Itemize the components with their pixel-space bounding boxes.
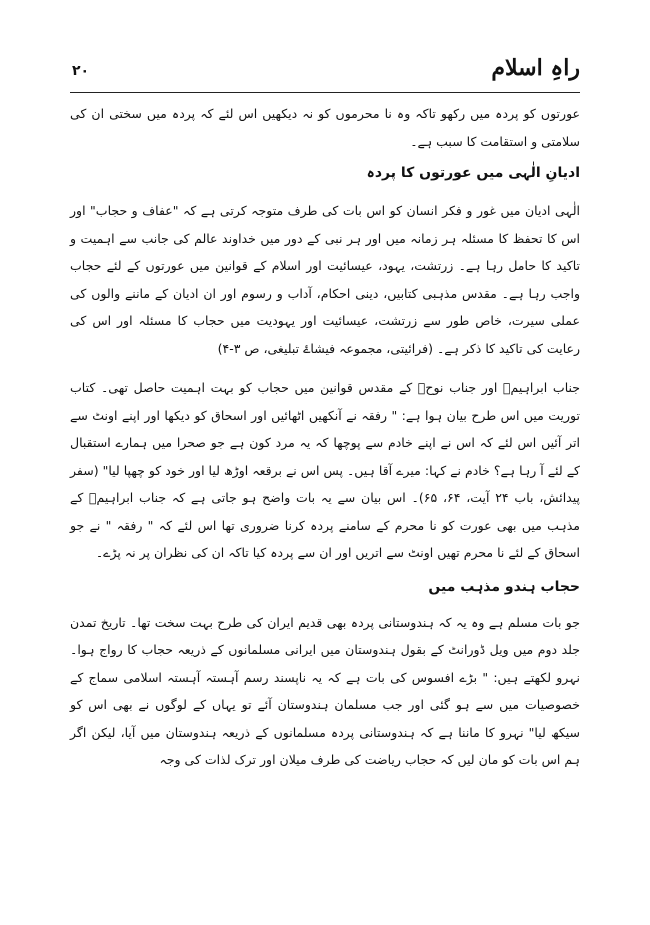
paragraph-divine-religions: الٰہی ادیان میں غور و فکر انسان کو اس بات کی طرف متوجہ کرتی ہے کہ "عفاف و حجاب" اور اس کا تحفظ کا مسئلہ ہر زمانہ میں اور ہر نبی کے دور میں خداوند عالم کی جانب سے اہمیت و تاکید کا حامل رہا ہے۔ زرتشت، یہود، عیسائیت اور اسلام کے قوانین میں عورتوں کے لئے حجاب واجب رہا ہے۔ مقدس مذہبی کتابیں، دینی احکام، آداب و رسوم اور ان ادیان کے ماننے والوں کی عملی سیرت، خاص طور سے زرتشت، عیسائیت اور یہودیت میں حجاب کا مسئلہ اور اس کی رعایت کی تاکید کا ذکر ہے۔ (فرائیتی، مجموعہ فیشاۓ تبلیغی، ص ۳-۴)	[70, 203, 580, 356]
book-title: راہِ اسلام	[491, 55, 580, 81]
page-header	[70, 55, 580, 91]
section-heading-hinduism: حجاب ہندو مذہب میں	[428, 578, 580, 595]
page-number: ۲۰	[72, 63, 90, 79]
page-body	[70, 100, 580, 774]
header-rule	[70, 92, 580, 93]
paragraph-abraham-noah: جناب ابراہیمؑ اور جناب نوحؑ کے مقدس قوانین میں حجاب کو بہت اہمیت حاصل تھی۔ کتاب توریت میں اس طرح بیان ہوا ہے: " رفقہ نے آنکھیں اٹھائیں اور اسحاق کو دیکھا اور اپنے اونٹ سے اتر آئیں اس لئے کہ اس نے اپنے خادم سے پوچھا کہ یہ مرد کون ہے جو صحرا میں ہمارے استقبال کے لئے آ رہا ہے؟ خادم نے کہا: میرے آقا ہیں۔ پس اس نے برقعہ اوڑھ لیا اور خود کو چھپا لیا" (سفر پیدائش، باب ۲۴ آیت، ۶۴، ۶۵)۔ اس بیان سے یہ بات واضح ہو جاتی ہے کہ جناب ابراہیمؑ کے مذہب میں بھی عورت کو نا محرم کے سامنے پردہ کرنا ضروری تھا اس لئے کہ " رفقہ " نے جو اسحاق کے لئے نا محرم تھیں اونٹ سے اتریں اور ان سے پردہ کیا تاکہ ان کی نظران پر نہ پڑے۔	[70, 380, 580, 560]
paragraph-hinduism: جو بات مسلم ہے وہ یہ کہ ہندوستانی پردہ بھی قدیم ایران کی طرح بہت سخت تھا۔ تاریخ تمدن جلد دوم میں ویل ڈورانٹ کے بقول ہندوستان میں ایرانی مسلمانوں کے ذریعہ حجاب کا رواج ہوا۔ نہرو لکھتے ہیں: " بڑے افسوس کی بات ہے کہ یہ ناپسند رسم آہستہ آہستہ اسلامی سماج کے خصوصیات میں سے ہو گئی اور جب مسلمان ہندوستان آئے تو یہاں کے لوگوں نے بھی اس کو سیکھ لیا" نہرو کا ماننا ہے کہ ہندوستانی پردہ مسلمانوں کے ذریعہ ہندوستان میں آیا، لیکن اگر ہم اس بات کو مان لیں کہ حجاب ریاضت کی طرف میلان اور ترک لذات کی وجہ	[70, 614, 580, 767]
paragraph-intro: عورتوں کو پردہ میں رکھو تاکہ وہ نا محرموں کو نہ دیکھیں اس لئے کہ پردہ میں سختی ان کی سلامتی و استقامت کا سبب ہے۔	[70, 106, 580, 149]
section-heading-divine-religions: ادیانِ الٰہی میں عورتوں کا پردہ	[366, 165, 580, 181]
